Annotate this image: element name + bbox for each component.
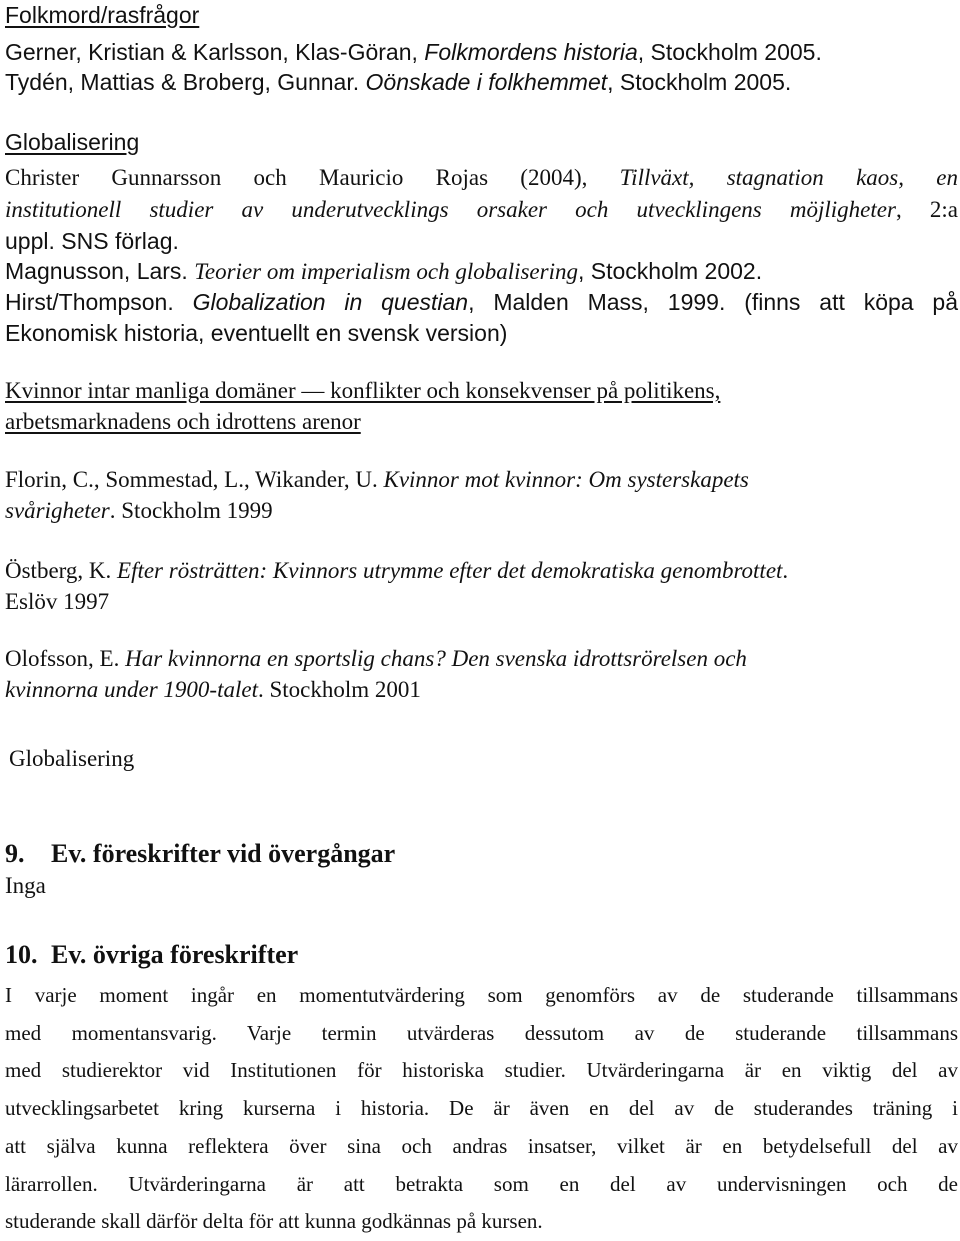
section-10-line: att själva kunna reflektera över sina och andras insatser, vilket är en betydelsefull del av — [5, 1133, 958, 1158]
reference-ostberg-line-1: Östberg, K. Efter rösträtten: Kvinnors utrymme efter det demokratiska genombrottet. — [5, 558, 789, 583]
section-10-line: med momentansvarig. Varje termin utvärderas dessutom av de studerande tillsammans — [5, 1020, 958, 1045]
reference-hirst-line-1: Hirst/Thompson. Globalization in questian, Malden Mass, 1999. (finns att köpa på — [5, 289, 959, 315]
reference-olofsson-line-2: kvinnorna under 1900-talet. Stockholm 2001 — [5, 677, 421, 702]
section-10-heading: 10. Ev. övriga föreskrifter — [5, 940, 299, 969]
section-10-line: studerande skall därför delta för att kunna godkännas på kursen. — [5, 1209, 543, 1234]
section-heading-globalisering: Globalisering — [5, 129, 140, 155]
reference-gerner: Gerner, Kristian & Karlsson, Klas-Göran, Folkmordens historia, Stockholm 2005. — [5, 39, 822, 65]
reference-ostberg-line-2: Eslöv 1997 — [5, 589, 110, 614]
section-heading-kvinnor-line-2: arbetsmarknadens och idrottens arenor — [5, 409, 361, 434]
section-10-line: utvecklingsarbetet kring kurserna i historia. De är även en del av de studerandes träning i — [5, 1096, 958, 1121]
reference-hirst-line-2: Ekonomisk historia, eventuellt en svensk version) — [5, 320, 508, 346]
reference-tyden: Tydén, Mattias & Broberg, Gunnar. Oönskade i folkhemmet, Stockholm 2005. — [5, 69, 792, 95]
section-10-body — [5, 977, 958, 1241]
reference-gunnarsson-line-1: Christer Gunnarsson och Mauricio Rojas (2004), Tillväxt, stagnation kaos, en — [5, 165, 958, 190]
reference-gunnarsson-line-3: uppl. SNS förlag. — [5, 228, 179, 254]
reference-florin-line-1: Florin, C., Sommestad, L., Wikander, U. Kvinnor mot kvinnor: Om systerskapets — [5, 467, 749, 492]
reference-florin-line-2: svårigheter. Stockholm 1999 — [5, 498, 273, 523]
section-10-line: I varje moment ingår en momentutvärdering som genomförs av de studerande tillsammans — [5, 983, 958, 1007]
reference-gunnarsson-line-2: institutionell studier av underutvecklings orsaker och utvecklingens möjligheter, 2:a — [5, 197, 958, 222]
section-10-line: med studierektor vid Institutionen för historiska studier. Utvärderingarna är en viktig del av — [5, 1058, 958, 1083]
section-9-body: Inga — [5, 873, 46, 898]
section-heading-globalisering-2: Globalisering — [9, 746, 135, 771]
section-9-heading: 9. Ev. föreskrifter vid övergångar — [5, 839, 396, 868]
section-10-line: lärarrollen. Utvärderingarna är att betrakta som en del av undervisningen och de — [5, 1171, 958, 1196]
reference-magnusson: Magnusson, Lars. Teorier om imperialism och globalisering, Stockholm 2002. — [5, 258, 763, 284]
section-heading-kvinnor-line-1: Kvinnor intar manliga domäner — konflikter och konsekvenser på politikens, — [5, 378, 721, 403]
section-heading-folkmord: Folkmord/rasfrågor — [5, 2, 200, 28]
reference-olofsson-line-1: Olofsson, E. Har kvinnorna en sportslig chans? Den svenska idrottsrörelsen och — [5, 646, 747, 671]
